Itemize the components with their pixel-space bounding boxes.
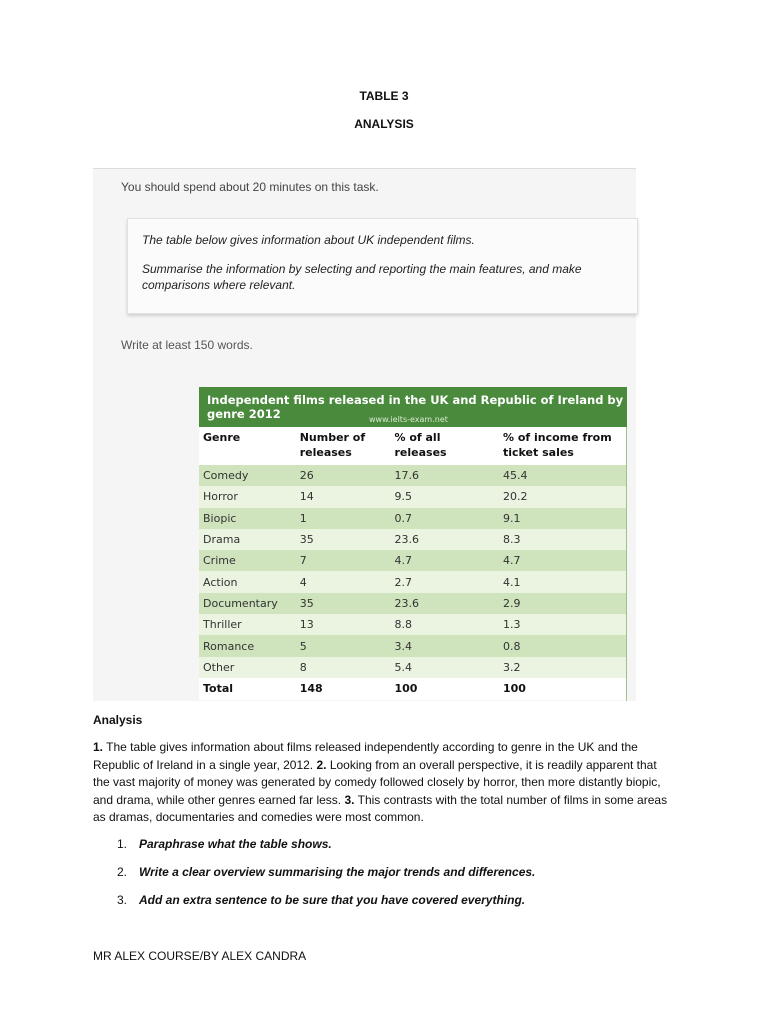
cell-genre: Biopic bbox=[199, 508, 296, 529]
footer: MR ALEX COURSE/BY ALEX CANDRA bbox=[93, 949, 307, 963]
col-header-releases: Number of releases bbox=[296, 427, 391, 465]
cell-percent-releases: 2.7 bbox=[390, 571, 499, 592]
cell-percent-releases: 0.7 bbox=[390, 508, 499, 529]
cell-percent-income: 20.2 bbox=[499, 486, 627, 507]
cell-percent-releases: 23.6 bbox=[390, 529, 499, 550]
list-text: Write a clear overview summarising the major trends and differences. bbox=[139, 865, 536, 879]
analysis-paragraph bbox=[93, 739, 673, 827]
cell-percent-income: 8.3 bbox=[499, 529, 627, 550]
cell-percent-releases: 4.7 bbox=[390, 550, 499, 571]
cell-percent-income: 1.3 bbox=[499, 614, 627, 635]
cell-percent-releases: 5.4 bbox=[390, 657, 499, 678]
col-header-genre: Genre bbox=[199, 427, 296, 465]
table-title-text: Independent films released in the UK and Republic of Ireland by genre 2012 bbox=[207, 393, 624, 421]
cell-releases: 1 bbox=[296, 508, 391, 529]
sentence-1: The table gives information about films released independently according to genre in the UK and the Republic of Ireland in a single year, 2012. bbox=[93, 740, 638, 772]
table-row bbox=[199, 635, 627, 656]
col-header-percent-releases: % of all releases bbox=[390, 427, 499, 465]
cell-percent-income: 2.9 bbox=[499, 593, 627, 614]
cell-releases: 35 bbox=[296, 593, 391, 614]
cell-releases: 13 bbox=[296, 614, 391, 635]
cell-percent-releases: 23.6 bbox=[390, 593, 499, 614]
task-description: The table below gives information about UK independent films. bbox=[142, 233, 475, 247]
cell-genre: Crime bbox=[199, 550, 296, 571]
cell-releases: 5 bbox=[296, 635, 391, 656]
table-row bbox=[199, 550, 627, 571]
sentence-2: Looking from an overall perspective, it is readily apparent that the vast majority of money was generated by comedy followed closely by horror, then more distantly biopic, and drama, while other genres earned far less. bbox=[93, 757, 661, 807]
list-text: Paraphrase what the table shows. bbox=[139, 837, 332, 851]
sentence-3: This contrasts with the total number of films in some areas as dramas, documentaries and comedies were most common. bbox=[93, 792, 668, 824]
word-count-hint: Write at least 150 words. bbox=[121, 338, 253, 352]
cell-releases: 7 bbox=[296, 550, 391, 571]
cell-percent-releases: 3.4 bbox=[390, 635, 499, 656]
cell-percent-income: 45.4 bbox=[499, 465, 627, 486]
table-row bbox=[199, 657, 627, 678]
table-border bbox=[626, 427, 627, 701]
analysis-heading: ANALYSIS bbox=[354, 117, 414, 131]
table-heading: TABLE 3 bbox=[359, 89, 409, 103]
cell-genre: Romance bbox=[199, 635, 296, 656]
cell-percent-releases: 8.8 bbox=[390, 614, 499, 635]
cell-total-releases: 148 bbox=[296, 678, 391, 700]
sentence-number: 3. bbox=[344, 792, 355, 807]
cell-genre: Thriller bbox=[199, 614, 296, 635]
cell-genre: Documentary bbox=[199, 593, 296, 614]
sentence-number: 2. bbox=[316, 757, 327, 772]
data-table bbox=[199, 427, 627, 700]
table-row bbox=[199, 593, 627, 614]
cell-total-percent-income: 100 bbox=[499, 678, 627, 700]
cell-releases: 35 bbox=[296, 529, 391, 550]
cell-releases: 26 bbox=[296, 465, 391, 486]
cell-genre: Other bbox=[199, 657, 296, 678]
cell-genre: Drama bbox=[199, 529, 296, 550]
table-row bbox=[199, 465, 627, 486]
cell-releases: 14 bbox=[296, 486, 391, 507]
list-item bbox=[117, 865, 535, 879]
list-number: 1. bbox=[117, 837, 128, 851]
table-row bbox=[199, 614, 627, 635]
list-number: 2. bbox=[117, 865, 128, 879]
films-table bbox=[199, 387, 627, 700]
list-text: Add an extra sentence to be sure that you have covered everything. bbox=[139, 893, 526, 907]
cell-total-percent-releases: 100 bbox=[390, 678, 499, 700]
task-box bbox=[127, 218, 638, 314]
cell-percent-releases: 9.5 bbox=[390, 486, 499, 507]
col-header-percent-income: % of income from ticket sales bbox=[499, 427, 627, 465]
task-instruction: Summarise the information by selecting and reporting the main features, and make comparisons where relevant. bbox=[142, 262, 582, 292]
list-item bbox=[117, 837, 332, 851]
cell-percent-income: 4.7 bbox=[499, 550, 627, 571]
cell-releases: 4 bbox=[296, 571, 391, 592]
analysis-title: Analysis bbox=[93, 713, 143, 727]
time-instruction: You should spend about 20 minutes on this task. bbox=[121, 180, 379, 194]
list-number: 3. bbox=[117, 893, 128, 907]
table-row bbox=[199, 508, 627, 529]
table-title bbox=[199, 387, 627, 427]
cell-percent-income: 3.2 bbox=[499, 657, 627, 678]
sentence-number: 1. bbox=[93, 740, 104, 754]
list-item bbox=[117, 893, 525, 907]
divider bbox=[93, 168, 636, 169]
table-row bbox=[199, 571, 627, 592]
table-row bbox=[199, 486, 627, 507]
cell-genre: Action bbox=[199, 571, 296, 592]
total-row bbox=[199, 678, 627, 700]
header-row bbox=[199, 427, 627, 465]
cell-percent-income: 0.8 bbox=[499, 635, 627, 656]
table-row bbox=[199, 529, 627, 550]
cell-percent-income: 4.1 bbox=[499, 571, 627, 592]
cell-releases: 8 bbox=[296, 657, 391, 678]
cell-genre: Comedy bbox=[199, 465, 296, 486]
watermark: www.ielts-exam.net bbox=[369, 415, 448, 424]
cell-percent-releases: 17.6 bbox=[390, 465, 499, 486]
cell-genre: Horror bbox=[199, 486, 296, 507]
task-screenshot bbox=[93, 168, 636, 701]
cell-total-label: Total bbox=[199, 678, 296, 700]
cell-percent-income: 9.1 bbox=[499, 508, 627, 529]
